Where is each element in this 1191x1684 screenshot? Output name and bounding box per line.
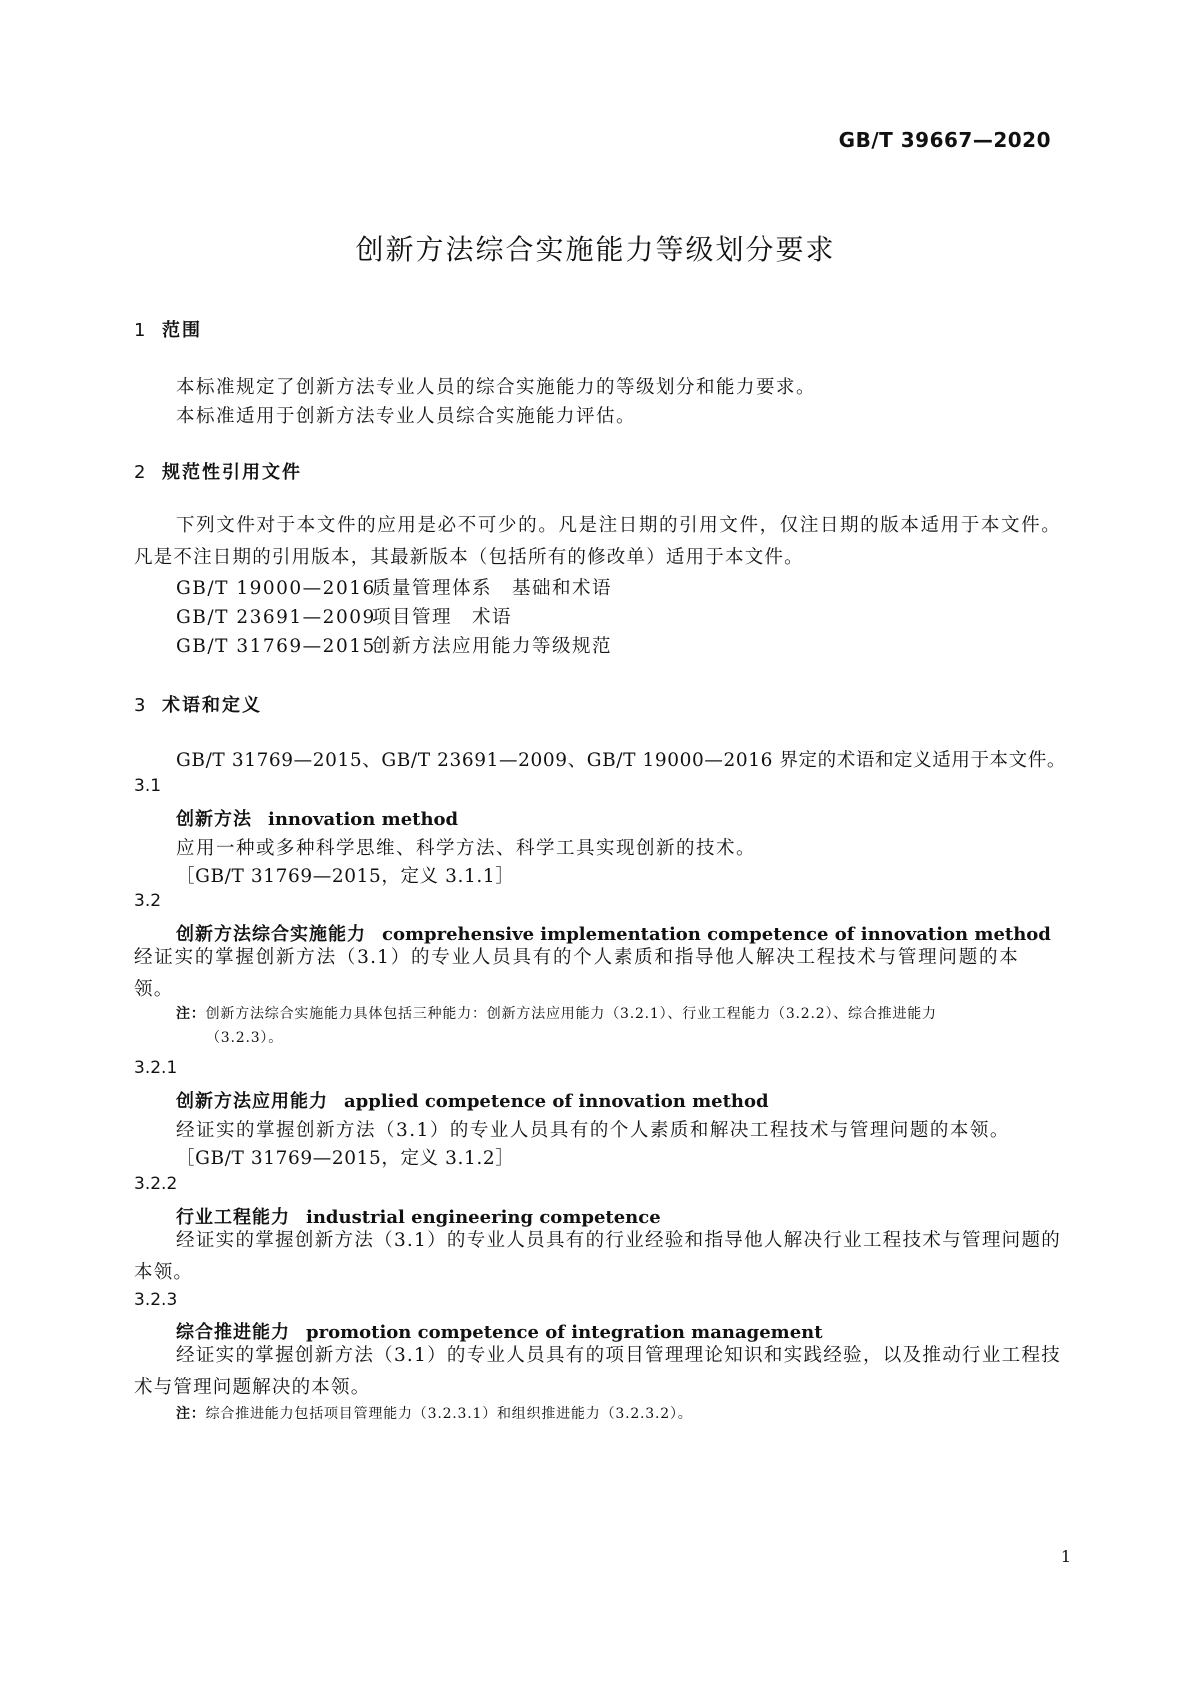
term-number: 3.2 — [134, 891, 162, 911]
note-text: 综合推进能力包括项目管理能力（3.2.3.1）和组织推进能力（3.2.3.2）。 — [205, 1406, 693, 1422]
term-definition: 经证实的掌握创新方法（3.1）的专业人员具有的个人素质和指导他人解决工程技术与管理问题的本领。 — [134, 947, 1019, 1000]
term-definition: 应用一种或多种科学思维、科学方法、科学工具实现创新的技术。 — [176, 838, 757, 859]
term-name-zh: 创新方法应用能力 — [176, 1091, 328, 1112]
term-note — [176, 1002, 1061, 1050]
term-definition: 经证实的掌握创新方法（3.1）的专业人员具有的行业经验和指导他人解决行业工程技术与管理问题的本领。 — [134, 1230, 1061, 1283]
term-note — [176, 1402, 1061, 1426]
term-source: ［GB/T 31769—2015，定义 3.1.2］ — [176, 1148, 515, 1169]
section-number: 1 — [134, 320, 146, 341]
note-label: 注： — [176, 1006, 206, 1022]
note-label: 注： — [176, 1406, 206, 1422]
section-number: 2 — [134, 462, 146, 483]
normative-intro: 下列文件对于本文件的应用是必不可少的。凡是注日期的引用文件，仅注日期的版本适用于本文件。凡是不注日期的引用版本，其最新版本（包括所有的修改单）适用于本文件。 — [134, 515, 1061, 568]
reference-title: 创新方法应用能力等级规范 — [372, 636, 613, 657]
term-name-zh: 创新方法 — [176, 809, 252, 830]
reference-code: GB/T 19000—2016 — [176, 578, 376, 599]
term-name-zh: 行业工程能力 — [176, 1207, 290, 1228]
reference-title: 质量管理体系 基础和术语 — [372, 578, 613, 599]
term-name-en: industrial engineering competence — [306, 1207, 661, 1228]
term-number: 3.2.2 — [134, 1174, 178, 1194]
term-source: ［GB/T 31769—2015，定义 3.1.1］ — [176, 866, 515, 887]
reference-code: GB/T 31769—2015 — [176, 636, 376, 657]
terms-intro: GB/T 31769—2015、GB/T 23691—2009、GB/T 19000—2016 界定的术语和定义适用于本文件。 — [176, 750, 1066, 771]
scope-paragraph: 本标准规定了创新方法专业人员的综合实施能力的等级划分和能力要求。 — [176, 377, 817, 398]
term-number: 3.2.3 — [134, 1290, 178, 1310]
term-name-en: applied competence of innovation method — [344, 1091, 769, 1112]
section-heading-scope — [134, 316, 202, 342]
reference-item — [176, 574, 612, 600]
term-name-zh: 创新方法综合实施能力 — [176, 924, 366, 945]
term-definition: 经证实的掌握创新方法（3.1）的专业人员具有的项目管理理论知识和实践经验，以及推动行业工程技术与管理问题解决的本领。 — [134, 1345, 1061, 1398]
term-name-en: innovation method — [268, 809, 459, 830]
standard-code: GB/T 39667—2020 — [838, 128, 1051, 152]
section-title: 规范性引用文件 — [162, 462, 302, 483]
reference-title: 项目管理 术语 — [372, 607, 513, 628]
term-number: 3.1 — [134, 776, 162, 796]
page-number: 1 — [1060, 1547, 1071, 1566]
scope-paragraph: 本标准适用于创新方法专业人员综合实施能力评估。 — [176, 406, 637, 427]
term-number: 3.2.1 — [134, 1058, 178, 1078]
term-name — [176, 805, 458, 831]
term-name-en: comprehensive implementation competence of innovation method — [382, 924, 1051, 945]
document-title: 创新方法综合实施能力等级划分要求 — [355, 233, 836, 266]
note-text: 创新方法综合实施能力具体包括三种能力：创新方法应用能力（3.2.1）、行业工程能力（3.2.2）、综合推进能力 — [205, 1006, 937, 1022]
term-definition: 经证实的掌握创新方法（3.1）的专业人员具有的个人素质和解决工程技术与管理问题的本领。 — [176, 1120, 1010, 1141]
reference-code: GB/T 23691—2009 — [176, 607, 376, 628]
section-title: 术语和定义 — [162, 695, 262, 716]
note-text-continued: （3.2.3）。 — [206, 1030, 284, 1046]
section-number: 3 — [134, 695, 146, 716]
section-heading-normative-references — [134, 458, 302, 484]
reference-item — [176, 632, 612, 658]
section-heading-terms — [134, 691, 262, 717]
term-name — [176, 1087, 769, 1113]
term-name-zh: 综合推进能力 — [176, 1322, 290, 1343]
term-name-en: promotion competence of integration management — [306, 1322, 823, 1343]
reference-item — [176, 603, 512, 629]
section-title: 范围 — [162, 320, 202, 341]
